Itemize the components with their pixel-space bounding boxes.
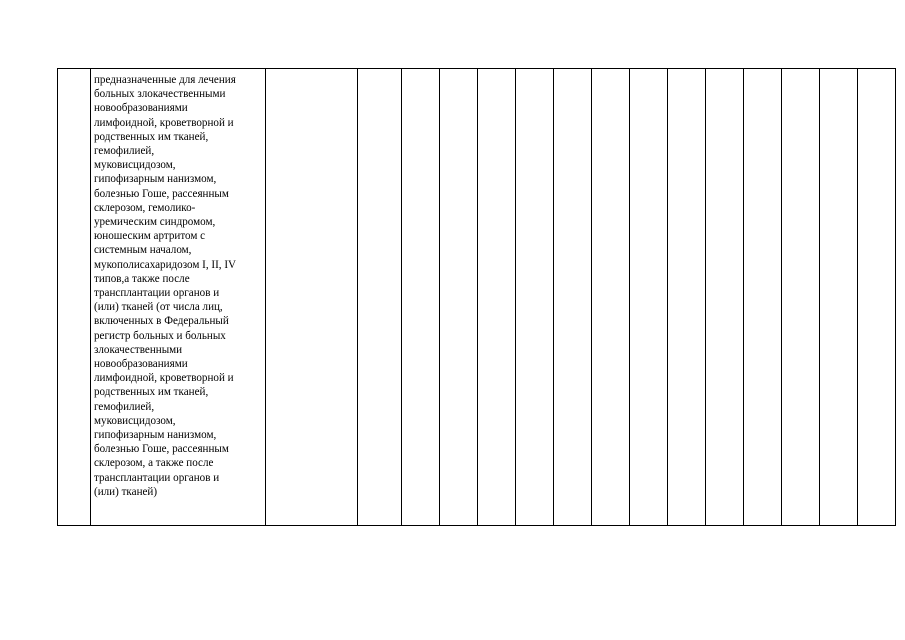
table-cell-2 [358,69,402,526]
document-table [57,68,896,526]
table-cell-11 [706,69,744,526]
table-cell-5 [478,69,516,526]
table-cell-6 [516,69,554,526]
table-cell-9 [630,69,668,526]
table-cell-12 [744,69,782,526]
table-cell-10 [668,69,706,526]
table-cell-15 [858,69,896,526]
table-cell-13 [782,69,820,526]
table-cell-7 [554,69,592,526]
description-cell [91,69,266,526]
table-cell-4 [440,69,478,526]
row-number-cell [58,69,91,526]
table-cell-14 [820,69,858,526]
table-cell-8 [592,69,630,526]
table-row [58,69,896,526]
table-cell-1 [266,69,358,526]
table-cell-3 [402,69,440,526]
indicator-description: предназначенные для лечения больных злокачественными новообразованиями лимфоидной, кроветворной и родственных им тканей, гемофилией, муковисцидозом, гипофизарным нанизмом, болезнью Гоше, рассеянным склерозом, гемолико- уремическим синдромом, юношеским артритом с системным началом, мукополисахаридозом I, II, IV типов,а также после трансплантации органов и (или) тканей (от числа лиц, включенных в Федеральный регистр больных и больных злокачественными новообразованиями лимфоидной, кроветворной и родственных им тканей, гемофилией, муковисцидозом, гипофизарным нанизмом, болезнью Гоше, рассеянным склерозом, а также после трансплантации органов и (или) тканей) [94,74,237,498]
